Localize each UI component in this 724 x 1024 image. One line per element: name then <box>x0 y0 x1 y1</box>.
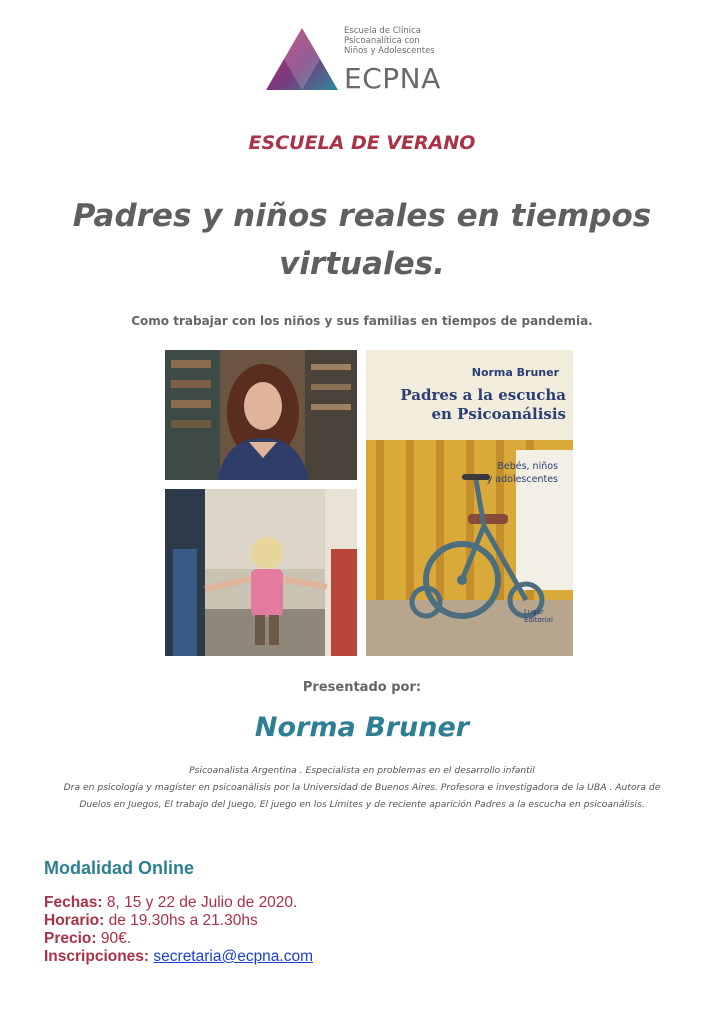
price-label: Precio: <box>44 930 97 947</box>
publisher-line: Lugar <box>524 608 544 616</box>
title-line: virtuales. <box>279 246 445 282</box>
speaker-name: Norma Bruner <box>254 712 470 743</box>
modality-heading: Modalidad Online <box>44 858 195 878</box>
bio-line: Duelos en Juegos, El trabajo del Juego, El juego en los Límites y de reciente aparición Padres a la escucha en psicoanálisis. <box>79 799 645 810</box>
presented-by-label: Presentado por: <box>302 680 422 695</box>
book-title-line: Padres a la escucha <box>400 386 566 404</box>
book-subtitle-line: y adolescentes <box>486 474 558 485</box>
event-details <box>44 894 544 966</box>
publisher-line: Editorial <box>524 616 553 624</box>
speaker-bio <box>40 762 684 813</box>
book-author: Norma Bruner <box>471 366 559 379</box>
logo-subtitle-line: Escuela de Clínica <box>344 26 421 36</box>
schedule-label: Horario: <box>44 912 105 929</box>
logo-brand: ECPNA <box>344 62 441 95</box>
logo-subtitle <box>344 26 454 56</box>
signup-email-link[interactable]: secretaria@ecpna.com <box>153 948 314 965</box>
logo-subtitle-line: Psicoanalítica con <box>344 36 420 46</box>
triangle-logo-icon <box>264 26 340 92</box>
book-subtitle <box>446 460 558 486</box>
bio-line: Dra en psicología y magíster en psicoanálisis por la Universidad de Buenos Aires. Profesora e investigadora de la UBA . Autora de <box>63 782 661 793</box>
page-title <box>62 192 662 288</box>
price-row <box>44 930 544 948</box>
author-photo <box>165 350 357 480</box>
book-title-line: en Psicoanálisis <box>431 405 566 423</box>
publisher-logo <box>524 608 564 624</box>
logo-subtitle-line: Niños y Adolescentes <box>344 46 435 56</box>
book-cover <box>366 350 573 656</box>
book-title <box>396 386 566 424</box>
title-line: Padres y niños reales en tiempos <box>72 198 652 234</box>
dates-label: Fechas: <box>44 894 103 911</box>
book-subtitle-line: Bebés, niños <box>497 461 558 472</box>
schedule-row <box>44 912 544 930</box>
school-heading: ESCUELA DE VERANO <box>248 132 476 154</box>
family-photo <box>165 489 357 656</box>
subtitle: Como trabajar con los niños y sus familias en tiempos de pandemia. <box>131 314 593 328</box>
price-value: 90€. <box>96 930 132 947</box>
signup-row <box>44 948 544 966</box>
schedule-value: de 19.30hs a 21.30hs <box>104 912 258 929</box>
dates-row <box>44 894 544 912</box>
signup-label: Inscripciones: <box>44 948 150 965</box>
dates-value: 8, 15 y 22 de Julio de 2020. <box>102 894 298 911</box>
ecpna-logo <box>264 24 454 96</box>
bio-line: Psicoanalista Argentina . Especialista en problemas en el desarrollo infantil <box>189 765 535 776</box>
